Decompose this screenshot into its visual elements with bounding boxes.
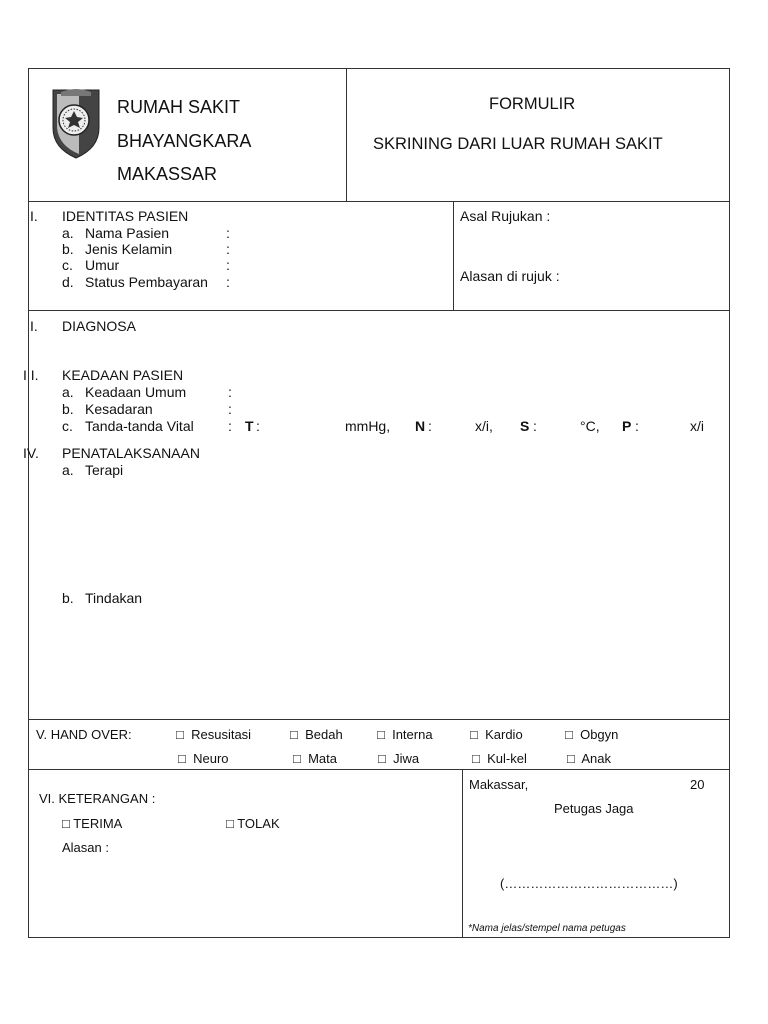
keadaan-heading: KEADAAN PASIEN xyxy=(62,367,184,383)
form-subtitle: SKRINING DARI LUAR RUMAH SAKIT xyxy=(373,135,663,153)
penatalaksanaan-heading: PENATALAKSANAAN xyxy=(62,445,200,461)
kesadaran-colon: : xyxy=(228,401,232,417)
keadaan-letter-a: a. xyxy=(62,384,74,400)
handover-option-obgyn[interactable] xyxy=(565,727,618,742)
vital-t-colon: : xyxy=(256,418,260,434)
option-label: Obgyn xyxy=(580,727,619,742)
diagnosa-numeral: I. xyxy=(30,318,38,334)
handover-option-jiwa[interactable] xyxy=(378,751,419,766)
handover-heading: V. HAND OVER: xyxy=(36,727,132,742)
signature-city: Makassar, xyxy=(469,777,529,792)
checkbox-icon[interactable]: □ xyxy=(293,751,301,766)
vital-n-unit: x/i, xyxy=(475,418,493,434)
option-label: Resusitasi xyxy=(191,727,252,742)
vital-n-label: N xyxy=(415,418,426,434)
jenis-kelamin-label: Jenis Kelamin xyxy=(85,241,173,257)
keterangan-vertical-divider xyxy=(462,769,463,938)
option-label: Bedah xyxy=(305,727,343,742)
umur-colon: : xyxy=(226,257,230,273)
option-label: Neuro xyxy=(193,751,229,766)
handover-top-divider xyxy=(28,719,730,720)
vital-n-colon: : xyxy=(428,418,432,434)
handover-option-resusitasi[interactable] xyxy=(176,727,251,742)
terapi-letter: a. xyxy=(62,462,74,478)
vital-p-label: P xyxy=(622,418,632,434)
keterangan-heading: VI. KETERANGAN : xyxy=(39,791,156,806)
signature-blank: (…………………………………) xyxy=(500,876,678,891)
header-vertical-divider xyxy=(346,68,347,202)
tanda-vital-label: Tanda-tanda Vital xyxy=(85,418,194,434)
checkbox-icon[interactable]: □ xyxy=(290,727,298,742)
identitas-bottom-divider xyxy=(28,310,730,311)
identitas-letter-a: a. xyxy=(62,225,74,241)
checkbox-icon[interactable]: □ xyxy=(178,751,186,766)
keadaan-umum-label: Keadaan Umum xyxy=(85,384,187,400)
tindakan-label: Tindakan xyxy=(85,590,143,606)
vital-t-label: T xyxy=(245,418,254,434)
handover-option-interna[interactable] xyxy=(377,727,433,742)
signature-officer: Petugas Jaga xyxy=(554,801,634,816)
identitas-letter-b: b. xyxy=(62,241,74,257)
checkbox-icon[interactable]: □ xyxy=(378,751,386,766)
identitas-letter-d: d. xyxy=(62,274,74,290)
hospital-name-line3: MAKASSAR xyxy=(117,164,218,184)
signature-note: *Nama jelas/stempel nama petugas xyxy=(468,923,626,934)
vital-s-label: S xyxy=(520,418,530,434)
status-pembayaran-label: Status Pembayaran xyxy=(85,274,208,290)
nama-pasien-colon: : xyxy=(226,225,230,241)
identitas-numeral: I. xyxy=(30,208,38,224)
asal-rujukan-label: Asal Rujukan : xyxy=(460,208,551,224)
handover-option-bedah[interactable] xyxy=(290,727,343,742)
option-label: Mata xyxy=(308,751,337,766)
keterangan-top-divider xyxy=(28,769,730,770)
vital-t-unit: mmHg, xyxy=(345,418,391,434)
handover-option-anak[interactable] xyxy=(567,751,611,766)
penatalaksanaan-numeral: IV. xyxy=(23,445,39,461)
hospital-name-line2: BHAYANGKARA xyxy=(117,131,252,151)
handover-option-neuro[interactable] xyxy=(178,751,229,766)
vital-p-colon: : xyxy=(635,418,639,434)
header-bottom-divider xyxy=(28,201,730,202)
umur-label: Umur xyxy=(85,257,120,273)
checkbox-icon[interactable]: □ xyxy=(567,751,575,766)
alasan-dirujuk-label: Alasan di rujuk : xyxy=(460,268,560,284)
handover-option-kul-kel[interactable] xyxy=(472,751,527,766)
option-label: Kul-kel xyxy=(487,751,527,766)
option-label: Kardio xyxy=(485,727,523,742)
vital-s-unit: °C, xyxy=(580,418,600,434)
identitas-vertical-divider xyxy=(453,201,454,311)
hospital-logo-icon xyxy=(49,84,103,160)
tolak-option[interactable]: □ TOLAK xyxy=(226,816,280,831)
tindakan-letter: b. xyxy=(62,590,74,606)
keadaan-umum-colon: : xyxy=(228,384,232,400)
terima-option[interactable]: □ TERIMA xyxy=(62,816,123,831)
option-label: Interna xyxy=(392,727,433,742)
terapi-label: Terapi xyxy=(85,462,124,478)
signature-year: 20 xyxy=(690,777,705,792)
hospital-name-line1: RUMAH SAKIT xyxy=(117,97,241,117)
handover-option-mata[interactable] xyxy=(293,751,337,766)
handover-option-kardio[interactable] xyxy=(470,727,523,742)
keadaan-numeral: I I. xyxy=(23,367,39,383)
diagnosa-heading: DIAGNOSA xyxy=(62,318,136,334)
vital-p-unit: x/i xyxy=(690,418,704,434)
kesadaran-label: Kesadaran xyxy=(85,401,153,417)
keadaan-letter-c: c. xyxy=(62,418,73,434)
identitas-heading: IDENTITAS PASIEN xyxy=(62,208,189,224)
form-title: FORMULIR xyxy=(489,95,576,113)
alasan-label: Alasan : xyxy=(62,840,109,855)
keadaan-letter-b: b. xyxy=(62,401,74,417)
checkbox-icon[interactable]: □ xyxy=(472,751,480,766)
checkbox-icon[interactable]: □ xyxy=(377,727,385,742)
checkbox-icon[interactable]: □ xyxy=(470,727,478,742)
checkbox-icon[interactable]: □ xyxy=(176,727,184,742)
option-label: Jiwa xyxy=(393,751,420,766)
checkbox-icon[interactable]: □ xyxy=(565,727,573,742)
jenis-kelamin-colon: : xyxy=(226,241,230,257)
vital-s-colon: : xyxy=(533,418,537,434)
tanda-vital-colon: : xyxy=(228,418,232,434)
status-pembayaran-colon: : xyxy=(226,274,230,290)
option-label: Anak xyxy=(581,751,612,766)
nama-pasien-label: Nama Pasien xyxy=(85,225,170,241)
identitas-letter-c: c. xyxy=(62,257,73,273)
